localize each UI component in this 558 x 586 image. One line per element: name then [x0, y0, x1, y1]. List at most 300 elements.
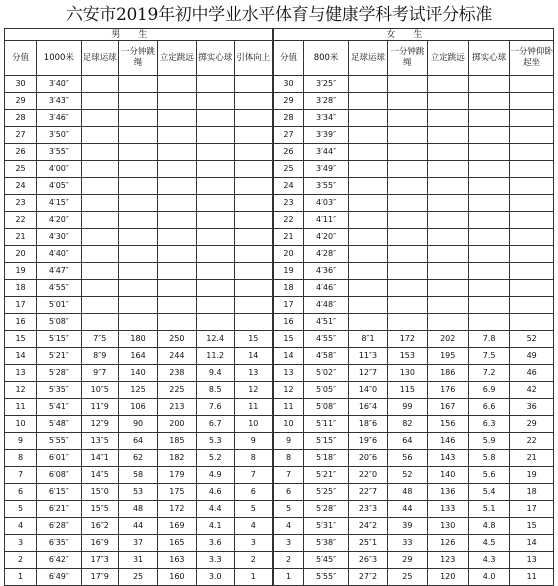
- female-cell: [348, 280, 387, 297]
- male-cell: 3: [234, 535, 272, 552]
- female-cell: 24″2: [348, 518, 387, 535]
- table-row: [5, 518, 554, 535]
- female-cell: [388, 229, 427, 246]
- female-cell: 49: [510, 348, 554, 365]
- male-cell: [158, 229, 196, 246]
- female-cell: 2: [273, 552, 304, 569]
- male-cell: 6′35″: [37, 535, 82, 552]
- female-cell: 16: [273, 314, 304, 331]
- female-cell: 23″3: [348, 501, 387, 518]
- female-cell: 52: [388, 467, 427, 484]
- male-cell: 12: [5, 382, 37, 399]
- male-cell: 9: [234, 433, 272, 450]
- female-cell: 146: [427, 433, 468, 450]
- male-cell: 5.2: [196, 450, 234, 467]
- female-cell: [510, 144, 554, 161]
- male-cell: [196, 314, 234, 331]
- male-cell: 14″1: [81, 450, 118, 467]
- male-cell: 160: [158, 569, 196, 586]
- male-cell: 6′28″: [37, 518, 82, 535]
- female-cell: 4.8: [468, 518, 509, 535]
- male-cell: 5′41″: [37, 399, 82, 416]
- male-cell: 9.4: [196, 365, 234, 382]
- male-cell: 14″5: [81, 467, 118, 484]
- male-cell: 185: [158, 433, 196, 450]
- female-cell: [427, 110, 468, 127]
- male-cell: 13: [234, 365, 272, 382]
- female-cell: 4.0: [468, 569, 509, 586]
- male-cell: 3.0: [196, 569, 234, 586]
- female-cell: [510, 195, 554, 212]
- male-cell: 15″0: [81, 484, 118, 501]
- male-cell: 200: [158, 416, 196, 433]
- female-cell: 36: [510, 399, 554, 416]
- male-cell: 6′49″: [37, 569, 82, 586]
- female-cell: 44: [388, 501, 427, 518]
- male-cell: 225: [158, 382, 196, 399]
- female-cell: [468, 127, 509, 144]
- female-cell: [388, 178, 427, 195]
- male-cell: [234, 263, 272, 280]
- female-cell: [468, 229, 509, 246]
- male-cell: [196, 212, 234, 229]
- female-cell: 20″6: [348, 450, 387, 467]
- male-cell: [81, 110, 118, 127]
- female-cell: 7: [273, 467, 304, 484]
- male-cell: [118, 195, 157, 212]
- female-cell: 172: [388, 331, 427, 348]
- male-cell: [81, 178, 118, 195]
- female-cell: 18″6: [348, 416, 387, 433]
- female-cell: [468, 314, 509, 331]
- female-cell: 6.3: [468, 416, 509, 433]
- male-cell: [81, 127, 118, 144]
- male-cell: 7: [5, 467, 37, 484]
- female-cell: 6.9: [468, 382, 509, 399]
- female-cell: [388, 76, 427, 93]
- female-cell: 4.5: [468, 535, 509, 552]
- male-cell: 90: [118, 416, 157, 433]
- female-cell: [427, 178, 468, 195]
- male-cell: 5.3: [196, 433, 234, 450]
- male-cell: [158, 127, 196, 144]
- male-cell: 15″5: [81, 501, 118, 518]
- female-cell: 1: [273, 569, 304, 586]
- female-cell: [510, 314, 554, 331]
- male-cell: [234, 76, 272, 93]
- male-cell: 22: [5, 212, 37, 229]
- male-cell: [196, 144, 234, 161]
- female-cell: 18: [273, 280, 304, 297]
- male-cell: 4′55″: [37, 280, 82, 297]
- male-cell: 8: [234, 450, 272, 467]
- male-cell: 213: [158, 399, 196, 416]
- male-cell: 7″5: [81, 331, 118, 348]
- male-cell: 58: [118, 467, 157, 484]
- male-cell: [158, 263, 196, 280]
- female-cell: [348, 229, 387, 246]
- female-cell: 5′28″: [304, 501, 349, 518]
- male-cell: [158, 93, 196, 110]
- female-cell: 120: [427, 569, 468, 586]
- female-cell: 3′49″: [304, 161, 349, 178]
- female-cell: [427, 314, 468, 331]
- male-header-cell: 分值: [5, 41, 37, 76]
- female-cell: [468, 263, 509, 280]
- female-cell: 7.8: [468, 331, 509, 348]
- male-cell: [158, 110, 196, 127]
- female-cell: [348, 127, 387, 144]
- female-cell: [388, 144, 427, 161]
- female-cell: 7.2: [468, 365, 509, 382]
- male-cell: 29: [5, 93, 37, 110]
- male-cell: [158, 195, 196, 212]
- female-cell: 22: [510, 433, 554, 450]
- male-cell: 9″7: [81, 365, 118, 382]
- table-row: [5, 433, 554, 450]
- female-cell: 10: [273, 416, 304, 433]
- male-cell: 16: [5, 314, 37, 331]
- female-cell: [427, 246, 468, 263]
- female-cell: 123: [427, 552, 468, 569]
- male-cell: 62: [118, 450, 157, 467]
- male-cell: [81, 280, 118, 297]
- female-cell: 22″7: [348, 484, 387, 501]
- male-cell: 31: [118, 552, 157, 569]
- male-cell: 175: [158, 484, 196, 501]
- female-cell: 23: [273, 195, 304, 212]
- male-cell: [234, 93, 272, 110]
- female-cell: 14: [273, 348, 304, 365]
- male-cell: [118, 229, 157, 246]
- female-cell: 4′58″: [304, 348, 349, 365]
- male-header-cell: 一分钟跳绳: [118, 41, 157, 76]
- table-row: [5, 195, 554, 212]
- female-cell: 25: [388, 569, 427, 586]
- male-cell: 3′46″: [37, 110, 82, 127]
- table-row: [5, 365, 554, 382]
- female-cell: 20: [273, 246, 304, 263]
- female-cell: [388, 263, 427, 280]
- male-cell: [196, 110, 234, 127]
- male-cell: [234, 246, 272, 263]
- male-cell: 11.2: [196, 348, 234, 365]
- female-cell: [348, 297, 387, 314]
- female-cell: 17: [510, 501, 554, 518]
- female-cell: 5.6: [468, 467, 509, 484]
- table-row: [5, 229, 554, 246]
- table-row: [5, 450, 554, 467]
- female-cell: 4′03″: [304, 195, 349, 212]
- female-cell: [388, 212, 427, 229]
- male-cell: 10: [5, 416, 37, 433]
- female-cell: 133: [427, 501, 468, 518]
- female-cell: 29: [510, 416, 554, 433]
- male-cell: 2: [5, 552, 37, 569]
- male-cell: 238: [158, 365, 196, 382]
- male-cell: 1: [5, 569, 37, 586]
- female-cell: [510, 76, 554, 93]
- male-cell: 15: [5, 331, 37, 348]
- male-cell: [118, 297, 157, 314]
- male-cell: 8: [5, 450, 37, 467]
- female-cell: 99: [388, 399, 427, 416]
- female-cell: [427, 297, 468, 314]
- male-cell: 250: [158, 331, 196, 348]
- male-cell: [234, 297, 272, 314]
- female-cell: 14″0: [348, 382, 387, 399]
- male-cell: [118, 127, 157, 144]
- female-cell: 22: [273, 212, 304, 229]
- male-cell: [118, 314, 157, 331]
- female-cell: 39: [388, 518, 427, 535]
- male-cell: 14: [5, 348, 37, 365]
- male-header-cell: 足球运球: [81, 41, 118, 76]
- male-cell: 17″9: [81, 569, 118, 586]
- table-row: [5, 552, 554, 569]
- score-sheet: [4, 2, 554, 586]
- male-cell: [81, 161, 118, 178]
- header-row: [5, 41, 554, 76]
- male-cell: 3: [5, 535, 37, 552]
- female-cell: [388, 280, 427, 297]
- male-cell: 3′50″: [37, 127, 82, 144]
- female-cell: 11: [510, 569, 554, 586]
- male-cell: 26: [5, 144, 37, 161]
- male-cell: 182: [158, 450, 196, 467]
- male-cell: [81, 314, 118, 331]
- female-cell: 5′05″: [304, 382, 349, 399]
- female-cell: [388, 161, 427, 178]
- male-cell: 4′40″: [37, 246, 82, 263]
- female-cell: [468, 280, 509, 297]
- male-cell: 164: [118, 348, 157, 365]
- female-cell: 7.5: [468, 348, 509, 365]
- female-cell: 5′15″: [304, 433, 349, 450]
- female-cell: [348, 110, 387, 127]
- male-cell: 15: [234, 331, 272, 348]
- male-cell: [234, 161, 272, 178]
- male-cell: 5: [5, 501, 37, 518]
- female-cell: [348, 314, 387, 331]
- male-cell: [81, 195, 118, 212]
- male-cell: 244: [158, 348, 196, 365]
- male-cell: [196, 161, 234, 178]
- female-header-cell: 足球运球: [348, 41, 387, 76]
- female-cell: 21: [510, 450, 554, 467]
- female-cell: 156: [427, 416, 468, 433]
- male-cell: [118, 93, 157, 110]
- male-cell: 7.6: [196, 399, 234, 416]
- male-header-cell: 掷实心球: [196, 41, 234, 76]
- male-cell: 6: [5, 484, 37, 501]
- female-cell: 3′34″: [304, 110, 349, 127]
- female-cell: 3′39″: [304, 127, 349, 144]
- male-cell: [234, 127, 272, 144]
- male-cell: 24: [5, 178, 37, 195]
- female-cell: [468, 246, 509, 263]
- male-cell: 6: [234, 484, 272, 501]
- female-cell: 42: [510, 382, 554, 399]
- table-row: [5, 212, 554, 229]
- female-cell: [468, 110, 509, 127]
- male-cell: 21: [5, 229, 37, 246]
- female-cell: 130: [388, 365, 427, 382]
- female-cell: [427, 280, 468, 297]
- female-cell: [510, 297, 554, 314]
- table-row: [5, 331, 554, 348]
- female-cell: 11″3: [348, 348, 387, 365]
- male-cell: 18: [5, 280, 37, 297]
- female-cell: 167: [427, 399, 468, 416]
- table-row: [5, 297, 554, 314]
- table-row: [5, 144, 554, 161]
- female-cell: [388, 110, 427, 127]
- male-cell: 48: [118, 501, 157, 518]
- male-cell: 4′30″: [37, 229, 82, 246]
- female-cell: 13: [510, 552, 554, 569]
- male-cell: 169: [158, 518, 196, 535]
- male-cell: [196, 76, 234, 93]
- female-cell: 56: [388, 450, 427, 467]
- female-cell: 24: [273, 178, 304, 195]
- male-header-cell: 引体向上: [234, 41, 272, 76]
- female-cell: [348, 76, 387, 93]
- male-cell: [196, 297, 234, 314]
- male-cell: 8″9: [81, 348, 118, 365]
- male-cell: 4′20″: [37, 212, 82, 229]
- male-cell: 4′00″: [37, 161, 82, 178]
- male-cell: 3.6: [196, 535, 234, 552]
- male-cell: [81, 246, 118, 263]
- female-cell: 130: [427, 518, 468, 535]
- male-cell: 6′01″: [37, 450, 82, 467]
- female-cell: 9: [273, 433, 304, 450]
- male-cell: 140: [118, 365, 157, 382]
- table-row: [5, 246, 554, 263]
- female-cell: [427, 93, 468, 110]
- male-cell: [234, 280, 272, 297]
- female-cell: 12: [273, 382, 304, 399]
- male-cell: [118, 178, 157, 195]
- female-cell: 13: [273, 365, 304, 382]
- male-cell: 5: [234, 501, 272, 518]
- male-cell: [118, 280, 157, 297]
- female-cell: [348, 178, 387, 195]
- table-row: [5, 161, 554, 178]
- female-group-label: 女生: [273, 29, 554, 41]
- female-cell: [388, 93, 427, 110]
- male-cell: 172: [158, 501, 196, 518]
- female-cell: 27″2: [348, 569, 387, 586]
- male-cell: 1: [234, 569, 272, 586]
- male-cell: [158, 76, 196, 93]
- male-cell: 17″3: [81, 552, 118, 569]
- male-cell: 4′05″: [37, 178, 82, 195]
- table-row: [5, 382, 554, 399]
- table-row: [5, 280, 554, 297]
- male-cell: 4: [234, 518, 272, 535]
- male-cell: 5′08″: [37, 314, 82, 331]
- female-cell: 186: [427, 365, 468, 382]
- male-cell: 6′08″: [37, 467, 82, 484]
- male-cell: 12.4: [196, 331, 234, 348]
- female-cell: [468, 93, 509, 110]
- male-cell: 165: [158, 535, 196, 552]
- table-row: [5, 535, 554, 552]
- table-row: [5, 178, 554, 195]
- female-cell: 5′21″: [304, 467, 349, 484]
- male-cell: 12″9: [81, 416, 118, 433]
- female-cell: 4′55″: [304, 331, 349, 348]
- female-cell: 4.3: [468, 552, 509, 569]
- male-cell: [81, 229, 118, 246]
- table-row: [5, 416, 554, 433]
- table-row: [5, 484, 554, 501]
- male-header-cell: 立定跳远: [158, 41, 196, 76]
- male-cell: 17: [5, 297, 37, 314]
- male-cell: 44: [118, 518, 157, 535]
- male-cell: 5′21″: [37, 348, 82, 365]
- female-cell: 25: [273, 161, 304, 178]
- table-row: [5, 127, 554, 144]
- male-cell: 4.6: [196, 484, 234, 501]
- male-cell: 3.3: [196, 552, 234, 569]
- female-cell: 48: [388, 484, 427, 501]
- female-cell: [468, 144, 509, 161]
- female-cell: 4′11″: [304, 212, 349, 229]
- male-cell: [234, 229, 272, 246]
- female-cell: 5.9: [468, 433, 509, 450]
- table-row: [5, 467, 554, 484]
- male-cell: 5′48″: [37, 416, 82, 433]
- female-cell: 64: [388, 433, 427, 450]
- table-row: [5, 399, 554, 416]
- female-cell: 5′55″: [304, 569, 349, 586]
- female-cell: [388, 246, 427, 263]
- female-cell: 19: [510, 467, 554, 484]
- female-cell: [468, 212, 509, 229]
- female-cell: 4′51″: [304, 314, 349, 331]
- female-cell: 15: [273, 331, 304, 348]
- female-cell: [510, 263, 554, 280]
- female-cell: 153: [388, 348, 427, 365]
- female-cell: [427, 144, 468, 161]
- male-cell: [158, 144, 196, 161]
- male-cell: 19: [5, 263, 37, 280]
- male-cell: 12: [234, 382, 272, 399]
- female-cell: [510, 110, 554, 127]
- male-cell: 6.7: [196, 416, 234, 433]
- male-cell: 10: [234, 416, 272, 433]
- male-cell: [196, 229, 234, 246]
- female-cell: 4′28″: [304, 246, 349, 263]
- male-cell: [158, 212, 196, 229]
- male-cell: [81, 144, 118, 161]
- female-header-cell: 一分钟跳绳: [388, 41, 427, 76]
- male-cell: [118, 263, 157, 280]
- male-cell: 4.1: [196, 518, 234, 535]
- female-cell: 19″6: [348, 433, 387, 450]
- table-row: [5, 110, 554, 127]
- male-cell: 5′55″: [37, 433, 82, 450]
- male-cell: [81, 212, 118, 229]
- female-cell: 5′02″: [304, 365, 349, 382]
- male-cell: 7: [234, 467, 272, 484]
- female-cell: 5′38″: [304, 535, 349, 552]
- male-cell: 6′21″: [37, 501, 82, 518]
- female-cell: [468, 195, 509, 212]
